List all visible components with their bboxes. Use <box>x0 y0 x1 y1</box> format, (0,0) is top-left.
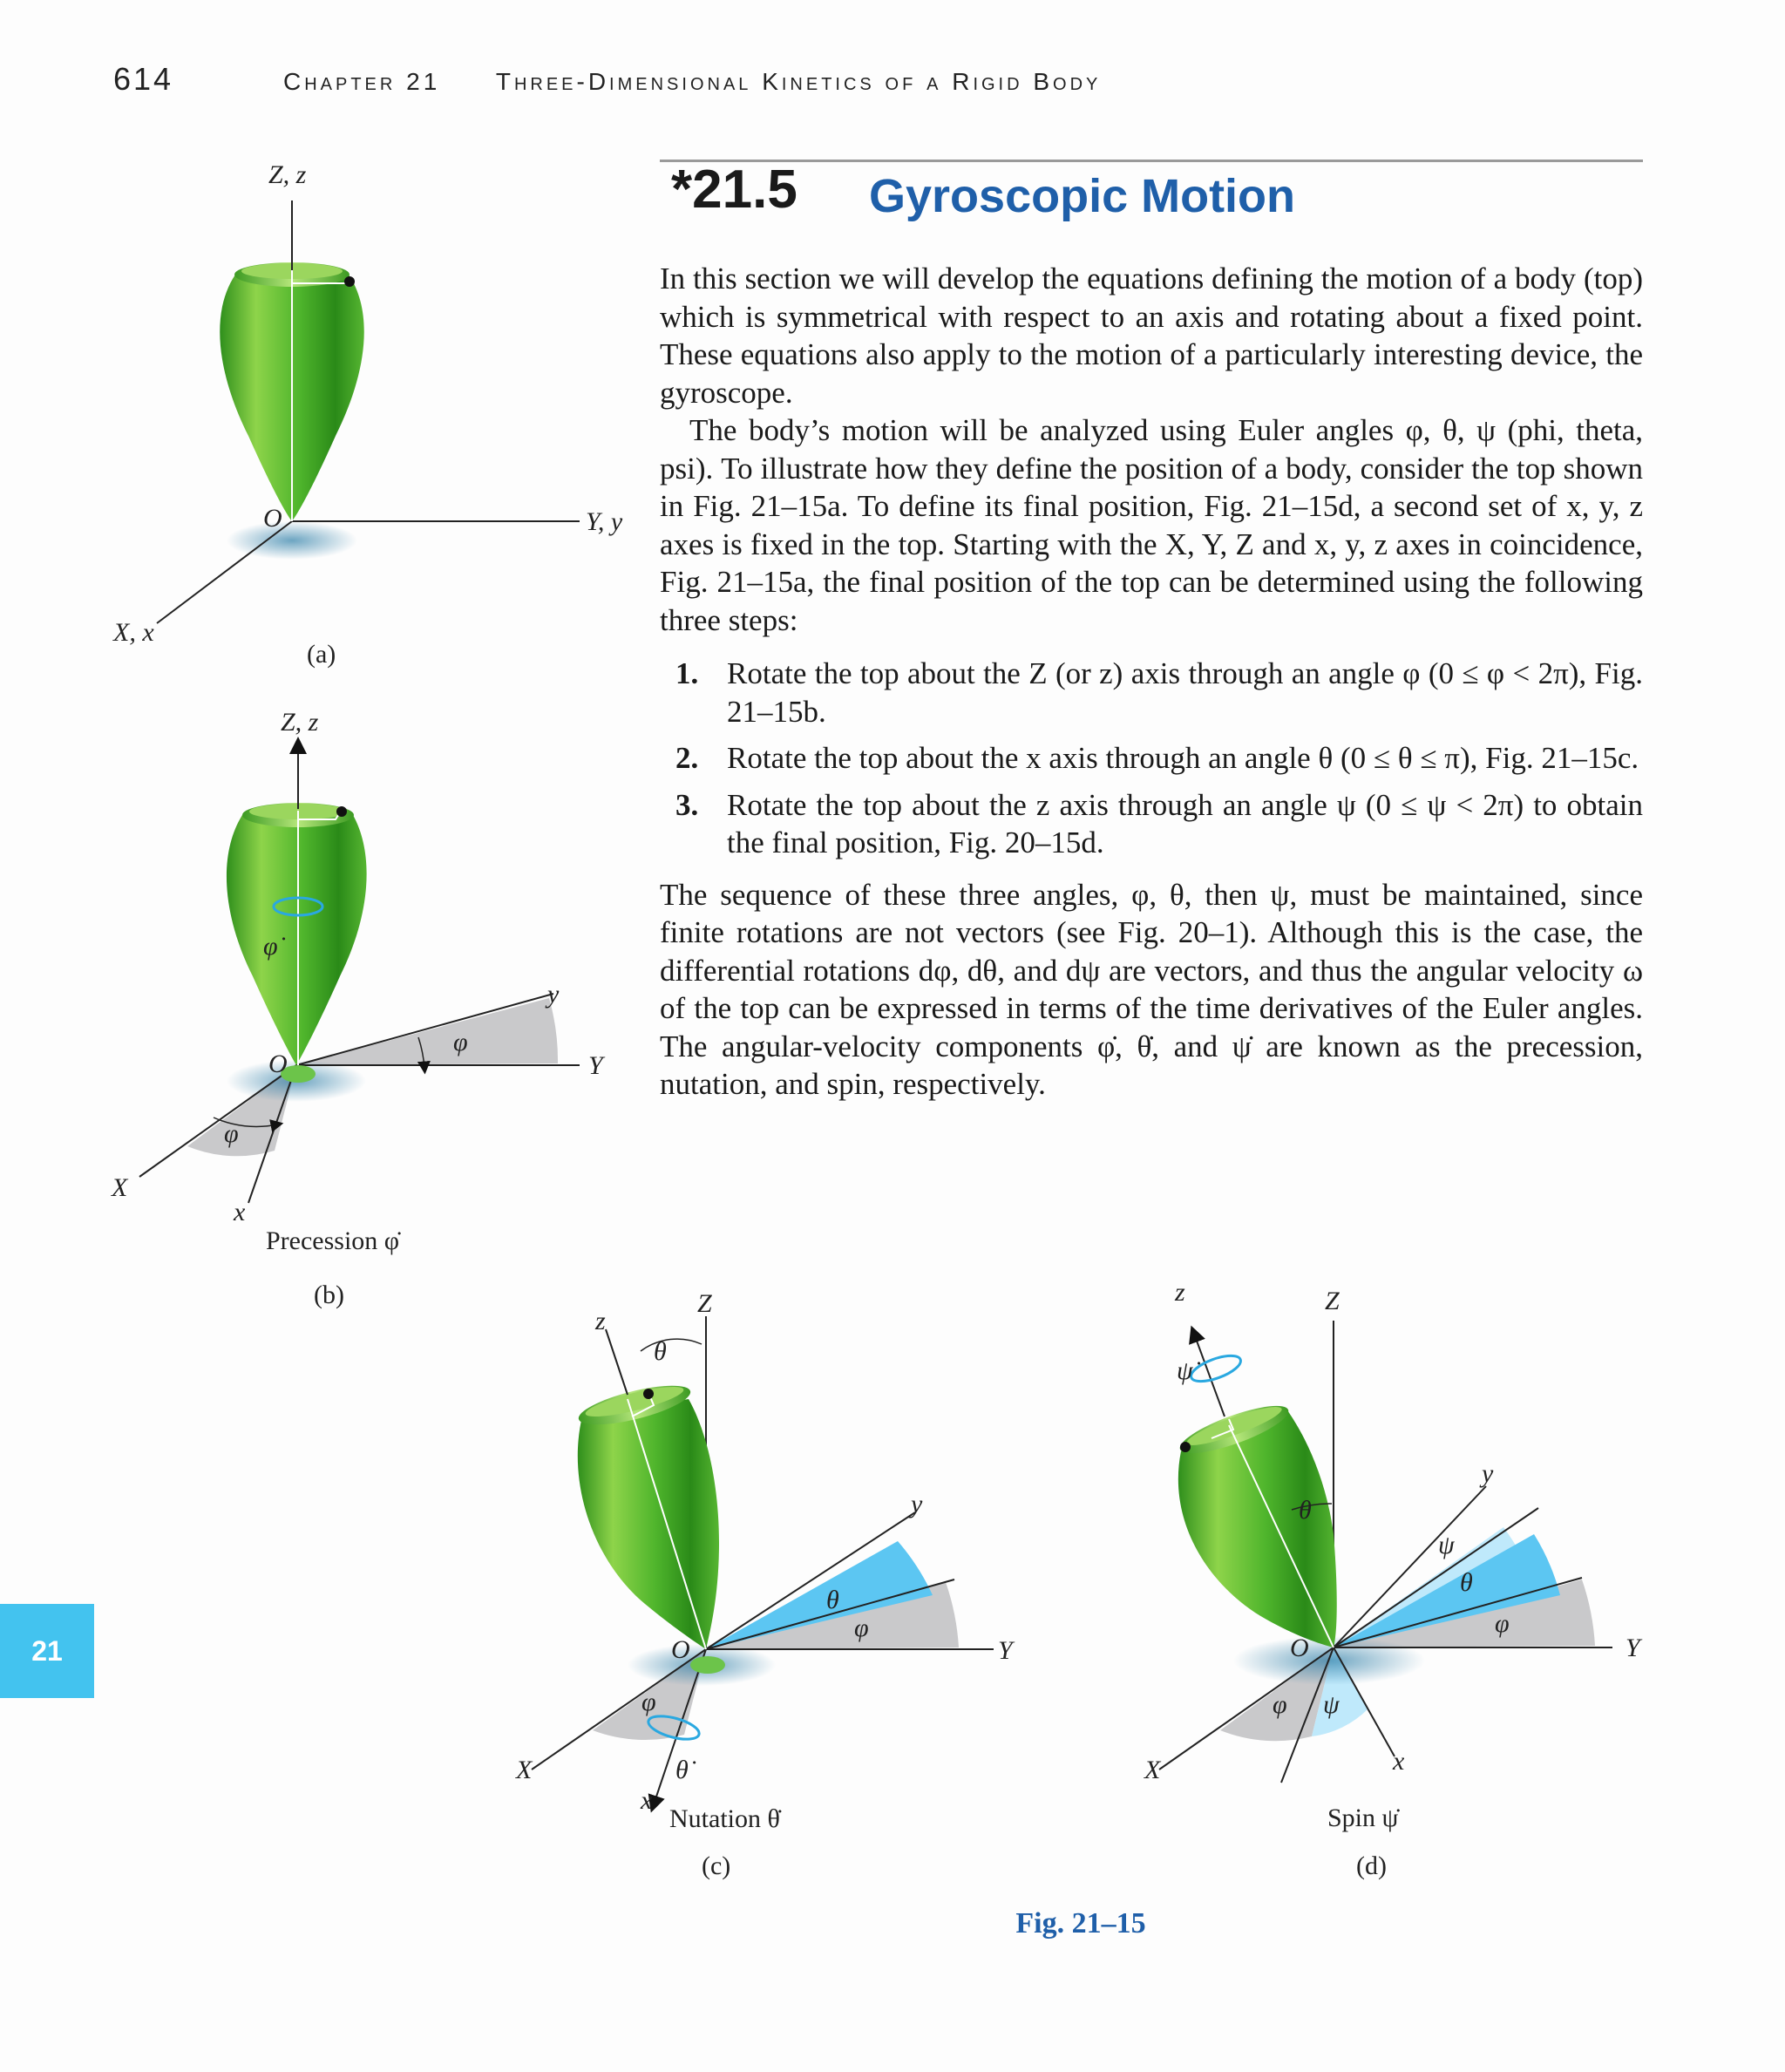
top-body <box>578 1399 719 1649</box>
section-number: *21.5 <box>671 160 797 220</box>
angle-label-theta-2: θ <box>1460 1568 1473 1597</box>
axis-label-z: z <box>595 1307 606 1335</box>
axis-label-Z: Z <box>1325 1287 1340 1315</box>
angle-label-theta-2: θ <box>826 1586 839 1614</box>
panel-b <box>111 708 606 1309</box>
angle-label-theta: θ <box>1299 1496 1312 1525</box>
axis-label-z: Z, z <box>268 160 307 189</box>
axis-label-z: z <box>1175 1278 1185 1307</box>
step-text: Rotate the top about the x axis through an angle θ (0 ≤ θ ≤ π), Fig. 21–15c. <box>727 741 1639 775</box>
axis-label-y: y <box>911 1490 923 1518</box>
axis-z <box>1194 1334 1225 1416</box>
angle-label-theta: θ <box>654 1337 667 1366</box>
paragraph-3: The sequence of these three angles, φ, θ, then ψ, must be maintained, since finite rotations are not vectors (see Fig. 20–1). Although this is the case, the differential rotations dφ, dθ, and dψ are vectors, and thus the angular velocity ω of the top can be expressed in terms of the time derivatives of the Euler angles. The angular-velocity components φ̇, θ̇, and ψ̇ are known as the precession, nutation, and spin, respectively. <box>660 877 1643 1101</box>
panel-caption: Nutation θ̇ <box>669 1804 780 1833</box>
top-shadow <box>227 521 357 560</box>
step-number: 1. <box>675 656 699 690</box>
axis-label-y: Y, y <box>586 507 623 536</box>
axis-label-X: X <box>112 1173 128 1202</box>
angle-label-phi: φ <box>854 1613 869 1642</box>
axis-label-Z: Z <box>697 1289 712 1318</box>
panel-caption: Precession φ̇ <box>266 1226 400 1255</box>
panel-d <box>1144 1278 1643 1880</box>
reference-dot <box>344 276 355 287</box>
angle-label-phi-2: φ <box>641 1688 656 1716</box>
page-number: 614 <box>113 61 174 97</box>
axis-z <box>606 1329 628 1395</box>
chapter-title: Three-Dimensional Kinetics of a Rigid Body <box>495 68 1102 95</box>
origin-label: O <box>268 1050 288 1078</box>
axis-label-y: y <box>1482 1459 1494 1488</box>
paragraph-1: In this section we will develop the equations defining the motion of a body (top) which is symmetrical with respect to an axis and rotating about a fixed point. These equations also apply to the motion of a particularly interesting device, the gyroscope. <box>660 262 1643 410</box>
figure-caption: Fig. 21–15 <box>1015 1907 1146 1940</box>
rate-label: θ̇ <box>675 1756 689 1784</box>
rate-label: φ̇ <box>263 932 278 961</box>
chapter-tab: 21 <box>0 1604 94 1698</box>
axis-label-Y: Y <box>588 1051 603 1080</box>
paragraph-2: The body’s motion will be analyzed using Euler angles φ, θ, ψ (phi, theta, psi). To illustrate how they define the position of a body, consider the top shown in Fig. 21–15a. To define its final position, Fig. 21–15d, a second set of x, y, z axes is fixed in the top. Starting with the X, Y, Z and x, y, z axes in coincidence, Fig. 21–15a, the final position of the top can be determined using the following three steps: <box>660 413 1643 637</box>
panel-label: (a) <box>307 640 336 669</box>
step-number: 3. <box>675 787 699 822</box>
axis-label-x: x <box>234 1198 246 1226</box>
angle-label-psi-2: ψ <box>1323 1690 1340 1719</box>
origin-label: O <box>1290 1634 1309 1662</box>
angle-label-phi-2: φ <box>224 1119 239 1148</box>
panel-label: (c) <box>702 1851 731 1880</box>
panel-label: (b) <box>314 1281 344 1309</box>
panel-a <box>112 160 623 669</box>
axis-label-Y: Y <box>1626 1634 1640 1662</box>
axis-label-Y: Y <box>998 1636 1013 1665</box>
axis-label-X: X <box>516 1756 533 1784</box>
axis-label-y: y <box>547 980 560 1009</box>
spin-arrow <box>1188 1350 1244 1386</box>
axis-label-X: X <box>1144 1756 1161 1784</box>
angle-label-phi: φ <box>1495 1609 1510 1638</box>
chapter-label: Chapter 21 <box>283 68 441 95</box>
section-title: Gyroscopic Motion <box>869 170 1296 222</box>
axis-label-x: X, x <box>113 618 154 647</box>
axis-label-x: x <box>641 1786 653 1815</box>
angle-label-phi-2: φ <box>1273 1690 1287 1719</box>
panel-caption: Spin ψ̇ <box>1327 1804 1399 1832</box>
step-text: Rotate the top about the Z (or z) axis through an angle φ (0 ≤ φ < 2π), Fig. 21–15b. <box>727 656 1643 729</box>
axis-x <box>157 521 292 623</box>
origin-label: O <box>671 1635 690 1664</box>
angle-label-psi: ψ <box>1438 1531 1455 1559</box>
origin-label: O <box>263 504 282 533</box>
step-number: 2. <box>675 741 699 775</box>
rate-label: ψ̇ <box>1177 1356 1193 1385</box>
axis-label-x: x <box>1393 1747 1405 1776</box>
step-text: Rotate the top about the z axis through an angle ψ (0 ≤ ψ < 2π) to obtain the final position, Fig. 20–15d. <box>727 787 1643 859</box>
panel-label: (d) <box>1356 1851 1387 1880</box>
top-body <box>227 815 367 1065</box>
axis-label-z: Z, z <box>281 708 319 737</box>
angle-label-phi: φ <box>453 1028 468 1056</box>
panel-c <box>515 1289 1015 1880</box>
